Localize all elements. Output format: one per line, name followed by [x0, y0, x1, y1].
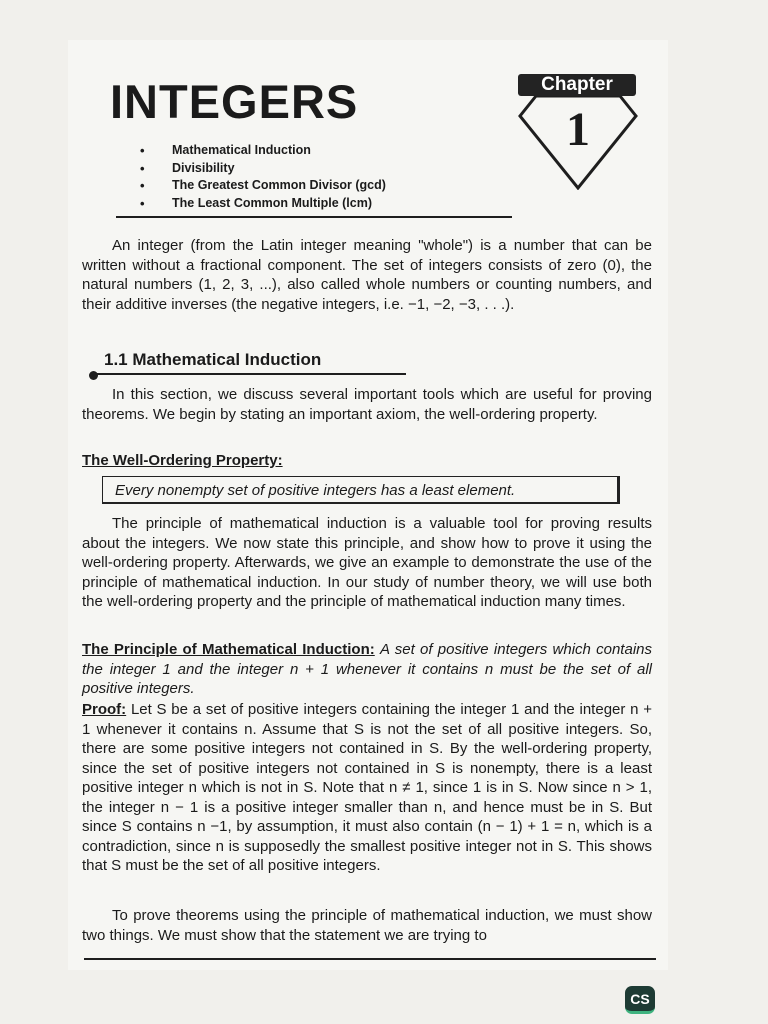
pmi-heading: The Principle of Mathematical Induction:: [82, 641, 375, 658]
page-title: INTEGERS: [110, 75, 359, 128]
section-underline: [94, 373, 406, 375]
wop-heading: The Well-Ordering Property:: [82, 452, 283, 469]
closing-paragraph: To prove theorems using the principle of mathematical induction, we must show two things. We must show that the statement we are trying to: [82, 907, 652, 944]
list-item: • The Least Common Multiple (lcm): [140, 195, 386, 213]
scanner-logo: CS: [625, 986, 655, 1014]
list-item: • Divisibility: [140, 160, 386, 178]
proof-label: Proof:: [82, 701, 127, 718]
topic-list: [140, 142, 386, 212]
chapter-number: 1: [566, 103, 590, 156]
section-heading: 1.1 Mathematical Induction: [104, 350, 322, 369]
proof-paragraph: [82, 700, 652, 876]
list-item: • The Greatest Common Divisor (gcd): [140, 177, 386, 195]
principle-intro: The principle of mathematical induction is a valuable tool for proving results about the integers. We now state this principle, and show how to prove it using the well-ordering property. Afterwards, we give an example to demonstrate the use of the principle of mathematical induction. In our study of number theory, we will use both the well-ordering property and the principle of mathematical induction many times.: [82, 515, 652, 610]
chapter-label: Chapter: [518, 74, 636, 96]
header-divider: [116, 216, 512, 218]
pmi-statement: A set of positive integers which contains the integer 1 and the integer n + 1 whenever it contains n must be the set of all positive integers.: [82, 641, 652, 697]
footer-divider: [84, 958, 656, 960]
list-item: • Mathematical Induction: [140, 142, 386, 160]
chapter-badge: [512, 74, 644, 186]
proof-text: Let S be a set of positive integers containing the integer 1 and the integer n + 1 whenever it contains n. Assume that S is not the set of all positive integers. So, there are some positive integers not contained in S. By the well-ordering property, since the set of positive integers not contained in S is nonempty, there is a least positive integer n which is not in S. Note that n ≠ 1, since 1 is in S. Now since n > 1, the integer n − 1 is a positive integer smaller than n, and hence must be in S. But since S contains n −1, by assumption, it must also contain (n − 1) + 1 = n, which is a contradiction, since n is supposedly the smallest positive integer not in S. This shows that S must be the set of all positive integers.: [82, 701, 652, 874]
pmi-paragraph: [82, 640, 652, 699]
wop-statement-box: Every nonempty set of positive integers has a least element.: [102, 476, 620, 504]
section-intro: In this section, we discuss several important tools which are useful for proving theorems. We begin by stating an important axiom, the well-ordering property.: [82, 386, 652, 423]
intro-paragraph: An integer (from the Latin integer meaning "whole") is a number that can be written without a fractional component. The set of integers consists of zero (0), the natural numbers (1, 2, 3, ...), also called whole numbers or counting numbers, and their additive inverses (the negative integers, i.e. −1, −2, −3, . . .).: [82, 237, 652, 313]
